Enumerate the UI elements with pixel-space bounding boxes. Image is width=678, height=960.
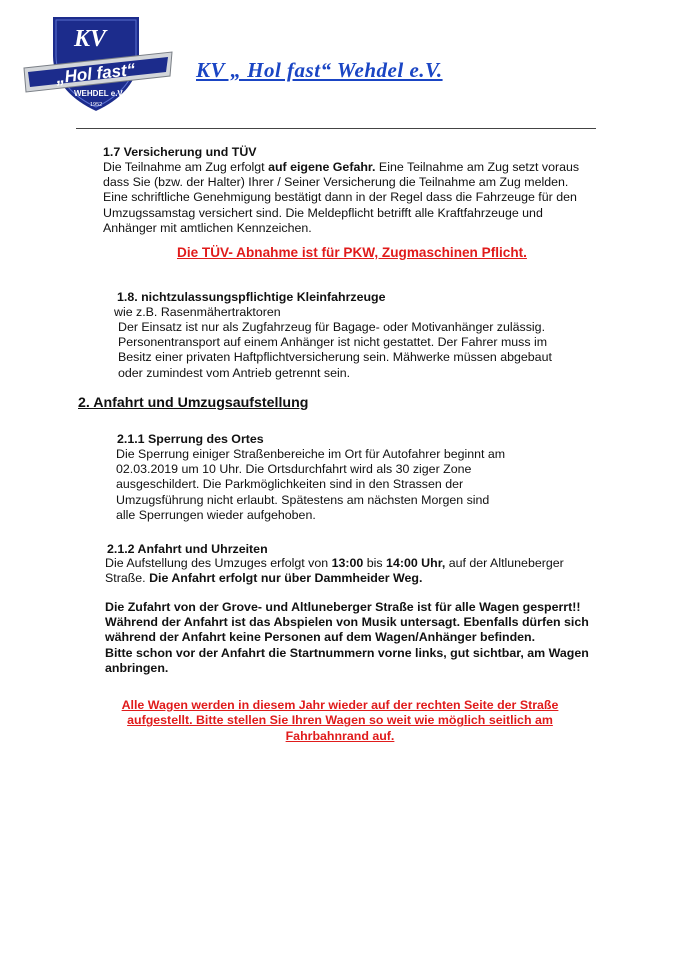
body-line: oder zumindest vom Antrieb getrennt sein. xyxy=(118,365,351,380)
text-run: Eine Teilnahme am Zug setzt voraus xyxy=(375,160,580,174)
body-line: Bitte schon vor der Anfahrt die Startnummern vorne links, gut sichtbar, am Wagen xyxy=(105,645,589,660)
body-line xyxy=(105,571,564,586)
body-line: dass Sie (bzw. der Halter) Ihrer / Seiner Versicherung die Teilnahme am Zug melden. xyxy=(103,175,569,190)
body-line: Personentransport auf einem Anhänger ist nicht gestattet. Der Fahrer muss im xyxy=(118,335,548,350)
section-2-1-1-body xyxy=(116,447,505,523)
logo-banner-text: „Hol fast“ xyxy=(55,59,137,88)
body-line: Die Sperrung einiger Straßenbereiche im Ort für Autofahrer beginnt am xyxy=(116,447,506,461)
text-run: Die Teilnahme am Zug erfolgt xyxy=(103,160,269,174)
body-line: ausgeschildert. Die Parkmöglichkeiten sind in den Strassen der xyxy=(116,477,464,492)
body-line: anbringen. xyxy=(105,660,169,675)
body-line: Der Einsatz ist nur als Zugfahrzeug für Bagage- oder Motivanhänger zulässig. xyxy=(118,320,546,334)
body-line: Anhänger mit amtlichen Kennzeichen. xyxy=(103,220,312,235)
body-line: Umzugssamstag versichert sind. Die Meldepflicht betrifft alle Kraftfahrzeuge und xyxy=(103,205,543,220)
body-line: Die Zufahrt von der Grove- und Altluneberger Straße ist für alle Wagen gesperrt!! xyxy=(105,600,581,614)
bold-run: 14:00 Uhr, xyxy=(386,556,446,570)
bold-run: 13:00 xyxy=(331,556,364,570)
logo-top-text: KV xyxy=(74,26,107,52)
final-notice xyxy=(90,698,590,744)
section-2-1-2-rules xyxy=(105,600,589,676)
body-line: während der Anfahrt keine Personen auf dem Wagen/Anhänger befinden. xyxy=(105,630,536,645)
section-2-1-2-heading: 2.1.2 Anfahrt und Uhrzeiten xyxy=(107,542,268,556)
section-1-7-heading: 1.7 Versicherung und TÜV xyxy=(103,145,257,159)
body-line xyxy=(103,160,579,175)
body-line: Umzugsführung nicht erlaubt. Spätestens am nächsten Morgen sind xyxy=(116,492,490,507)
section-2-1-1-heading: 2.1.1 Sperrung des Ortes xyxy=(117,432,264,446)
logo-year: 1952 xyxy=(90,102,103,108)
body-line: alle Sperrungen wieder aufgehoben. xyxy=(116,507,316,522)
text-run: Die Aufstellung des Umzuges erfolgt von xyxy=(105,556,332,570)
section-1-8-body xyxy=(118,320,552,381)
text-run: bis xyxy=(363,556,387,570)
section-1-8-heading: 1.8. nichtzulassungspflichtige Kleinfahrzeuge xyxy=(117,290,386,304)
club-logo xyxy=(22,12,174,116)
notice-line: Fahrbahnrand auf. xyxy=(285,728,395,743)
section-1-7-body xyxy=(103,160,579,236)
text-run: Straße. xyxy=(105,571,150,586)
tuv-notice: Die TÜV- Abnahme ist für PKW, Zugmaschinen Pflicht. xyxy=(177,245,527,260)
body-line: Während der Anfahrt ist das Abspielen von Musik untersagt. Ebenfalls dürfen sich xyxy=(105,615,589,630)
section-2-1-2-body xyxy=(105,556,564,586)
club-title: KV „ Hol fast“ Wehdel e.V. xyxy=(196,58,443,82)
section-1-8-intro: wie z.B. Rasenmähertraktoren xyxy=(114,305,281,319)
header-divider xyxy=(76,128,596,129)
notice-line: aufgestellt. Bitte stellen Sie Ihren Wagen so weit wie möglich seitlich am xyxy=(127,713,553,728)
text-run: auf der Altluneberger xyxy=(445,556,564,570)
bold-run: Die Anfahrt erfolgt nur über Dammheider Weg. xyxy=(149,571,423,586)
body-line: 02.03.2019 um 10 Uhr. Die Ortsdurchfahrt wird als 30 ziger Zone xyxy=(116,462,472,477)
body-line xyxy=(105,556,564,571)
bold-run: auf eigene Gefahr. xyxy=(268,160,376,174)
notice-line: Alle Wagen werden in diesem Jahr wieder auf der rechten Seite der Straße xyxy=(121,698,559,712)
logo-bottom-text: WEHDEL e.V. xyxy=(74,89,125,98)
body-line: Eine schriftliche Genehmigung bestätigt dann in der Regel dass die Fahrzeuge für den xyxy=(103,190,577,205)
section-2-title: 2. Anfahrt und Umzugsaufstellung xyxy=(78,395,309,411)
body-line: Besitz einer privaten Haftpflichtversicherung sein. Mähwerke müssen abgebaut xyxy=(118,350,552,365)
